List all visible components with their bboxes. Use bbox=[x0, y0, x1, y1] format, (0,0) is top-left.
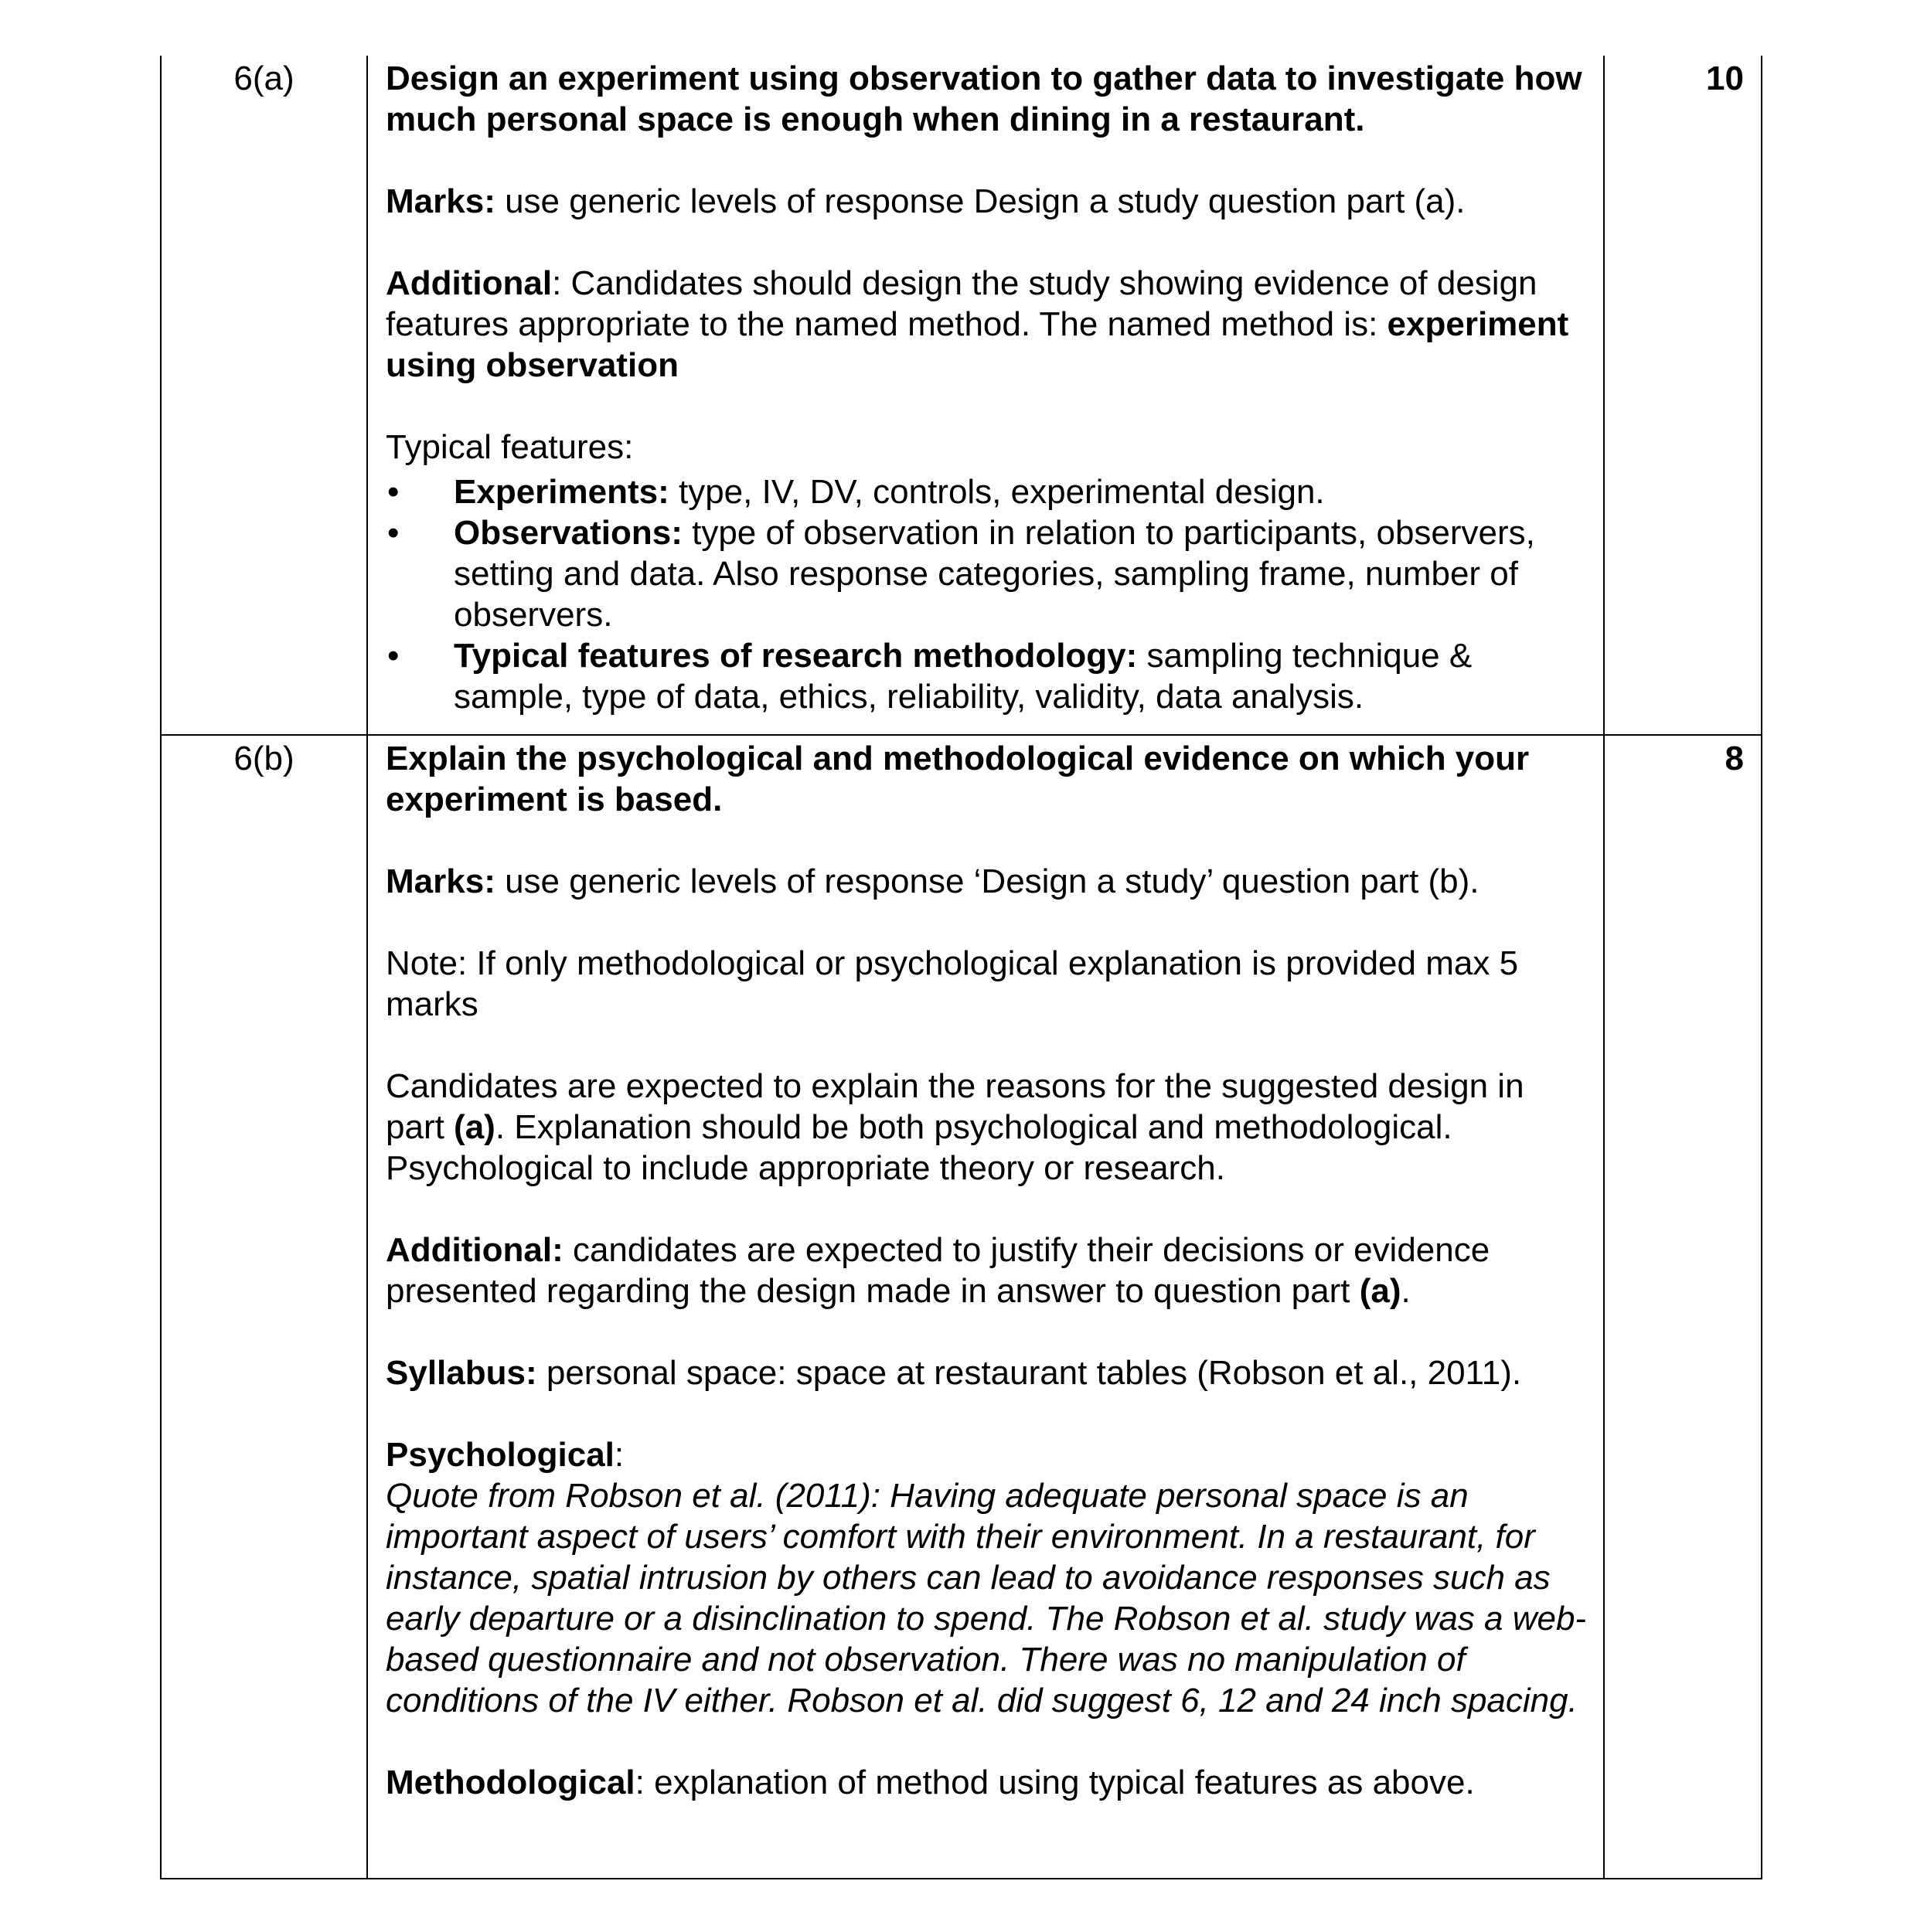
list-item: • Typical features of research methodology: sampling technique & sample, type of data, ethics, reliability, validity, data analysis. bbox=[387, 637, 1473, 716]
column-divider bbox=[366, 736, 368, 1878]
bullet-icon: • bbox=[387, 637, 400, 675]
answer-guidance bbox=[386, 58, 1588, 717]
marks-value: 8 bbox=[1725, 740, 1744, 777]
list-item: • Observations: type of observation in relation to participants, observers, setting and data. Also response categories, sampling frame, number of observers. bbox=[387, 514, 1535, 634]
question-number: 6(a) bbox=[233, 60, 295, 97]
table-row-6b bbox=[162, 736, 1761, 1878]
column-divider bbox=[366, 56, 368, 734]
bullet-icon: • bbox=[387, 514, 400, 552]
typical-features-intro: Typical features: bbox=[386, 428, 634, 466]
marks-instruction: Marks: use generic levels of response Design a study question part (a). bbox=[386, 182, 1466, 220]
expected-explanation: Candidates are expected to explain the reasons for the suggested design in part (a). Explanation should be both psychological and methodological. Psychological to include appropriate theory or research. bbox=[386, 1067, 1524, 1187]
column-divider bbox=[1603, 56, 1605, 734]
additional-guidance: Additional: Candidates should design the study showing evidence of design features appropriate to the named method. The named method is: experiment using observation bbox=[386, 264, 1569, 384]
robson-quote: Quote from Robson et al. (2011): Having adequate personal space is an important aspect of users’ comfort with their environment. In a restaurant, for instance, spatial intrusion by others can lead to avoidance responses such as early departure or a disinclination to spend. The Robson et al. study was a web-based questionnaire and not observation. There was no manipulation of conditions of the IV either. Robson et al. did suggest 6, 12 and 24 inch spacing. bbox=[386, 1477, 1587, 1719]
table-row-6a bbox=[162, 56, 1761, 736]
column-divider bbox=[1603, 736, 1605, 1878]
note-text: Note: If only methodological or psychological explanation is provided max 5 marks bbox=[386, 944, 1519, 1023]
typical-features-list bbox=[386, 471, 1588, 717]
marks-value: 10 bbox=[1706, 60, 1744, 97]
marks-instruction: Marks: use generic levels of response ‘Design a study’ question part (b). bbox=[386, 862, 1479, 900]
list-item: • Experiments: type, IV, DV, controls, experimental design. bbox=[387, 473, 1325, 511]
bullet-icon: • bbox=[387, 473, 400, 511]
psychological-evidence: Psychological: Quote from Robson et al. (2011): Having adequate personal space is an important aspect of users’ comfort with their environment. In a restaurant, for instance, spatial intrusion by others can lead to avoidance responses such as early departure or a disinclination to spend. The Robson et al. study was a web-based questionnaire and not observation. There was no manipulation of conditions of the IV either. Robson et al. did suggest 6, 12 and 24 inch spacing. bbox=[386, 1436, 1587, 1719]
mark-scheme-table bbox=[160, 56, 1762, 1879]
additional-guidance: Additional: candidates are expected to justify their decisions or evidence presented regarding the design made in answer to question part (a). bbox=[386, 1231, 1490, 1310]
answer-guidance bbox=[386, 738, 1588, 1803]
syllabus-reference: Syllabus: personal space: space at restaurant tables (Robson et al., 2011). bbox=[386, 1354, 1522, 1392]
methodological-evidence: Methodological: explanation of method using typical features as above. bbox=[386, 1764, 1475, 1801]
question-text: Design an experiment using observation to gather data to investigate how much personal space is enough when dining in a restaurant. bbox=[386, 60, 1582, 138]
question-text: Explain the psychological and methodological evidence on which your experiment is based. bbox=[386, 740, 1530, 818]
question-number: 6(b) bbox=[233, 740, 295, 777]
